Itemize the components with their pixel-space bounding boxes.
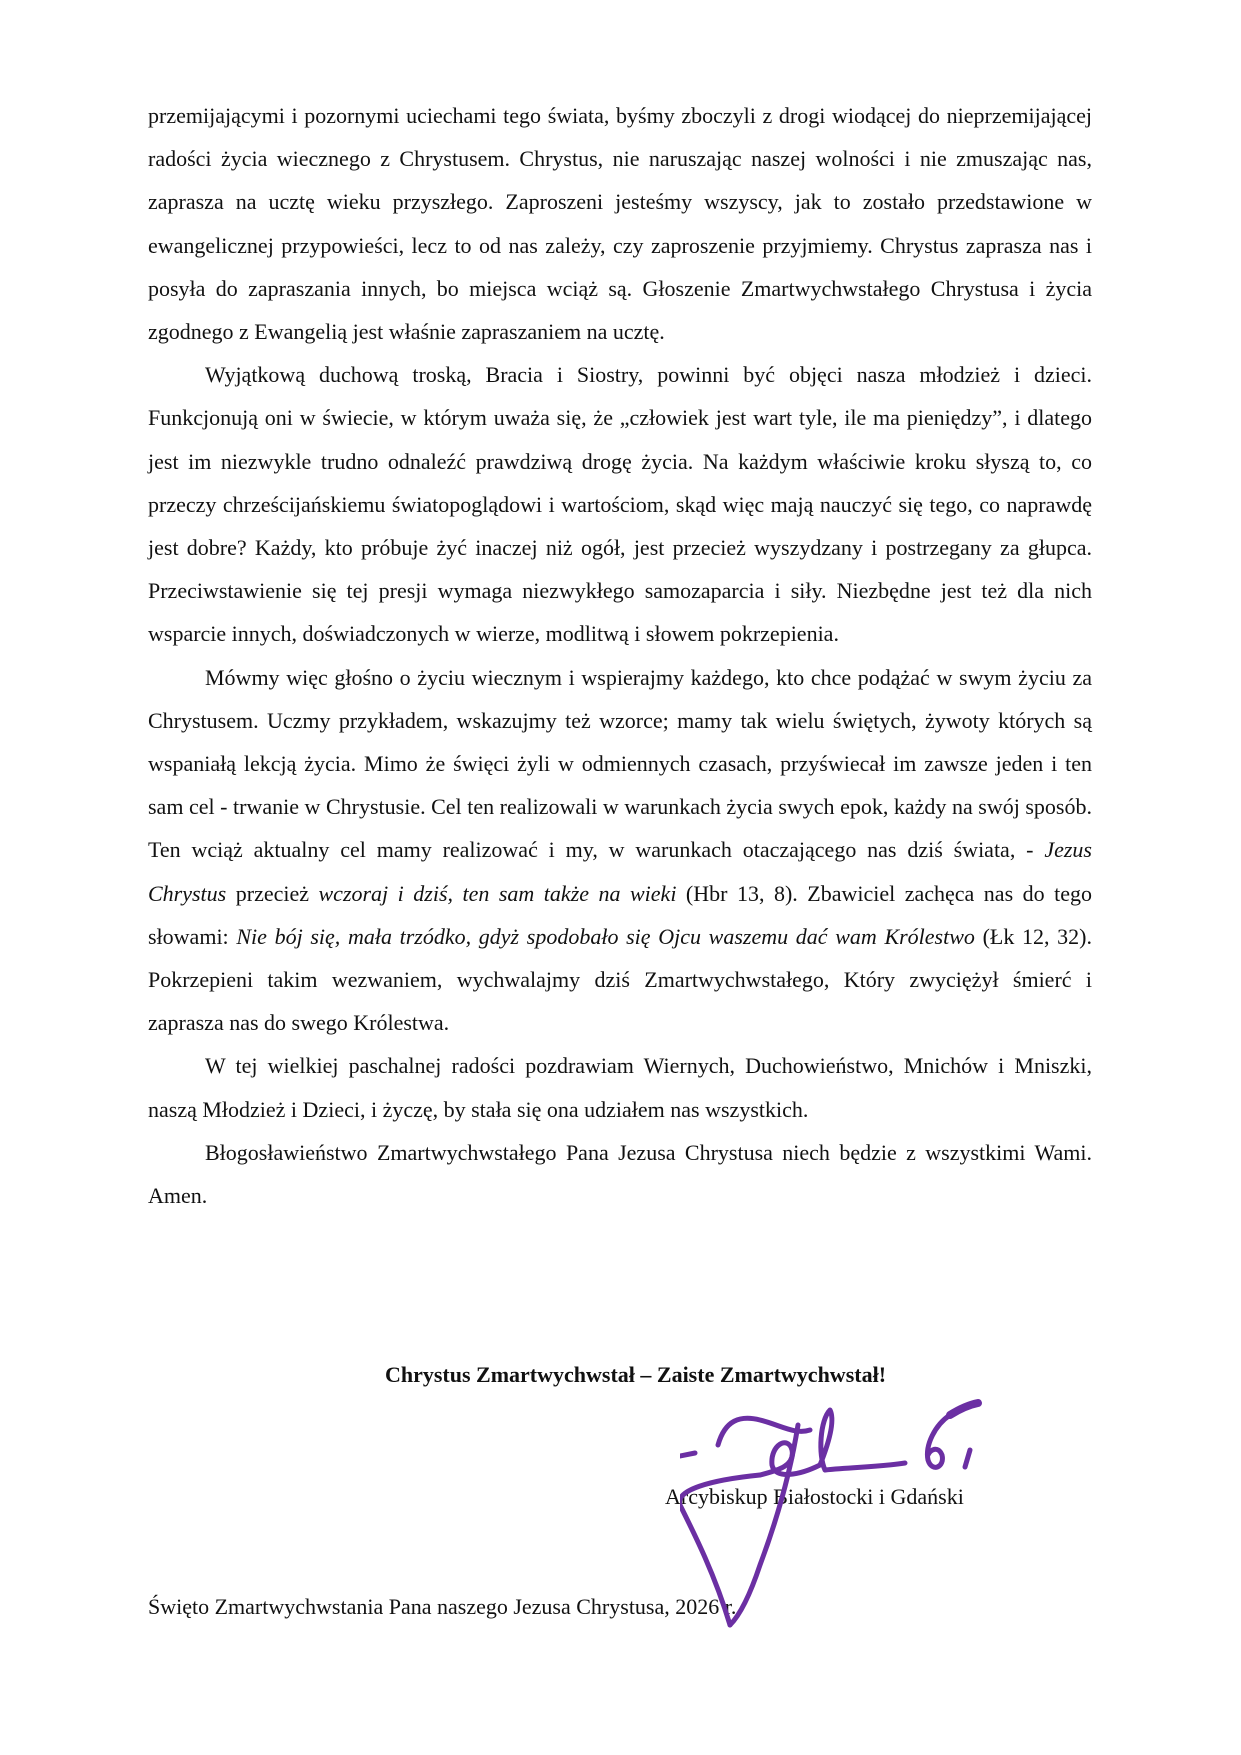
text-segment: W tej wielkiej paschalnej radości pozdrawiam Wiernych, Duchowieństwo, Mnichów i Mniszki, naszą Młodzież i Dzieci, i życzę, by stała się ona udziałem nas wszystkich. xyxy=(148,1053,1092,1122)
signatory-title: Arcybiskup Białostocki i Gdański xyxy=(665,1484,964,1509)
scripture-quote: Nie bój się, mała trzódko, gdyż spodobało się Ojcu waszemu dać wam Królestwo xyxy=(236,923,975,949)
scripture-quote: Jezus Chrystus xyxy=(148,837,1092,906)
paragraph-2 xyxy=(148,353,1092,655)
date-line: Święto Zmartwychwstania Pana naszego Jezusa Chrystusa, 2026 r. xyxy=(148,1594,737,1619)
scripture-quote: wczoraj i dziś, ten sam także na wieki xyxy=(318,880,677,906)
text-segment: Wyjątkową duchową troską, Bracia i Siostry, powinni być objęci nasza młodzież i dzieci. Funkcjonują oni w świecie, w którym uważa się, że „człowiek jest wart tyle, ile ma pieniędzy”, i dlatego jest im niezwykle trudno odnaleźć prawdziwą drogę życia. Na każdym właściwie kroku słyszą to, co przeczy chrześcijańskiemu światopoglądowi i wartościom, skąd więc mają nauczyć się tego, co naprawdę jest dobre? Każdy, kto próbuje żyć inaczej niż ogół, jest przecież wyszydzany i postrzegany za głupca. Przeciwstawienie się tej presji wymaga niezwykłego samozaparcia i siły. Niezbędne jest też dla nich wsparcie innych, doświadczonych w wierze, modlitwą i słowem pokrzepienia. xyxy=(148,362,1092,647)
text-segment: przemijającymi i pozornymi uciechami tego świata, byśmy zboczyli z drogi wiodącej do nieprzemijającej radości życia wiecznego z Chrystusem. Chrystus, nie naruszając naszej wolności i nie zmuszając nas, zaprasza na ucztę wieku przyszłego. Zaproszeni jesteśmy wszyscy, jak to zostało przedstawione w ewangelicznej przypowieści, lecz to od nas zależy, czy zaproszenie przyjmiemy. Chrystus zaprasza nas i posyła do zapraszania innych, bo miejsca wciąż są. Głoszenie Zmartwychwstałego Chrystusa i życia zgodnego z Ewangelią jest właśnie zapraszaniem na ucztę. xyxy=(148,103,1092,345)
paragraph-1 xyxy=(148,94,1092,353)
text-segment: (Hbr 13, 8). Zbawiciel zachęca nas do tego słowami: xyxy=(148,880,1092,949)
text-segment: Mówmy więc głośno o życiu wiecznym i wspierajmy każdego, kto chce podążać w swym życiu za Chrystusem. Uczmy przykładem, wskazujmy też wzorce; mamy tak wielu świętych, żywoty których są wspaniałą lekcją życia. Mimo że święci żyli w odmiennych czasach, przyświecał im zawsze jeden i ten sam cel - trwanie w Chrystusie. Cel ten realizowali w warunkach życia swych epok, każdy na swój sposób. Ten wciąż aktualny cel mamy realizować i my, w warunkach otaczającego nas dziś świata, - xyxy=(148,664,1092,863)
text-segment: Błogosławieństwo Zmartwychwstałego Pana Jezusa Chrystusa niech będzie z wszystkimi Wami. Amen. xyxy=(148,1139,1092,1209)
text-segment: przecież xyxy=(226,880,319,906)
text-segment: (Łk 12, 32). Pokrzepieni takim wezwaniem, wychwalajmy dziś Zmartwychwstałego, Który zwyciężył śmierć i zaprasza nas do swego Królestwa. xyxy=(148,923,1093,1036)
paragraph-5 xyxy=(148,1131,1092,1217)
letter-body xyxy=(148,94,1092,1217)
paragraph-3 xyxy=(148,656,1092,1045)
paragraph-4 xyxy=(148,1044,1092,1130)
signature-icon xyxy=(680,1395,1040,1655)
closing-acclamation: Chrystus Zmartwychwstał – Zaiste Zmartwychwstał! xyxy=(384,1362,887,1387)
